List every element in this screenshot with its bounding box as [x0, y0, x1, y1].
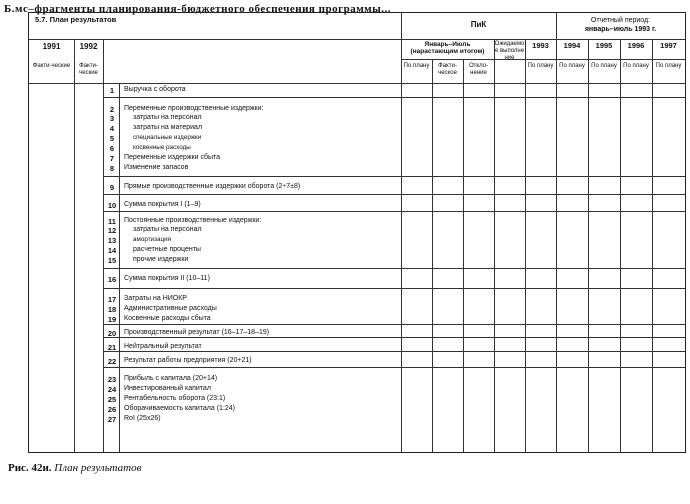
section-title: 5.7. План результатов: [35, 15, 117, 24]
caption-title: План результатов: [54, 462, 142, 474]
row-separator: [103, 367, 685, 368]
row-separator: [103, 288, 685, 289]
year-1991: 1991: [42, 42, 61, 51]
col-line: [432, 59, 433, 452]
row-number: 10: [107, 201, 117, 210]
row-label: Сумма покрытия II (10–11): [124, 275, 210, 282]
row-label: Результат работы предприятия (20+21): [124, 357, 252, 364]
row-number: 8: [109, 164, 115, 173]
col-line: [620, 39, 621, 452]
col-line: [652, 39, 653, 452]
row-number: 20: [107, 329, 117, 338]
row-label: Прибыль с капитала (20+14): [124, 375, 218, 382]
fact-1991: Факти-ческие: [32, 63, 71, 69]
row-label: Затраты на НИОКР: [124, 295, 187, 302]
pik-header: ПиК: [470, 20, 487, 29]
header-bottom-line: [29, 83, 685, 84]
row-label: Оборачиваемость капитала (1:24): [124, 405, 236, 412]
row-label: Переменные производственные издержки:: [124, 105, 264, 112]
row-number: 18: [107, 305, 117, 314]
caption-label: Рис. 42и.: [8, 462, 52, 474]
col-line: [525, 39, 526, 452]
row-label: расчетные проценты: [133, 246, 201, 253]
plan-1997: По плану: [655, 63, 682, 69]
row-number: 25: [107, 395, 117, 404]
col-line: [103, 39, 104, 452]
row-label: Сумма покрытия I (1–9): [124, 201, 201, 208]
row-number: 19: [107, 315, 117, 324]
row-number: 21: [107, 343, 117, 352]
plan-1993: По плану: [527, 63, 554, 69]
results-plan-form: [28, 12, 686, 453]
figure-caption: [8, 462, 141, 474]
plan-1996: По плану: [623, 63, 649, 69]
col-line: [556, 13, 557, 452]
row-number: 9: [109, 183, 115, 192]
fact-1992: Факти-ческие: [79, 63, 98, 76]
row-label: амортизация: [133, 236, 172, 243]
row-label: Производственный результат (16–17–18–19): [124, 329, 270, 336]
year-1996: 1996: [627, 41, 645, 50]
row-label: Нейтральный результат: [124, 343, 202, 350]
year-1993: 1993: [532, 41, 549, 50]
row-number: 14: [107, 246, 117, 255]
row-number: 13: [107, 236, 117, 245]
plan-1995: По плану: [591, 63, 617, 69]
row-number: 5: [109, 134, 115, 143]
col-line: [463, 59, 464, 452]
row-label: Косвенные расходы сбыта: [124, 315, 211, 322]
row-separator: [103, 211, 685, 212]
row-number: 15: [107, 256, 117, 265]
row-number: 6: [109, 144, 115, 153]
row-number: 24: [107, 385, 117, 394]
row-number: 23: [107, 375, 117, 384]
row-label: прочие издержки: [133, 256, 189, 263]
row-label: RoI (25x26): [124, 415, 161, 422]
period-label: Отчетный период:: [590, 17, 651, 24]
row-number: 26: [107, 405, 117, 414]
row-label: Административные расходы: [124, 305, 217, 312]
row-separator: [103, 97, 685, 98]
row-number: 11: [108, 217, 116, 226]
period-range: январь–июль 1993 г.: [584, 26, 657, 33]
row-label: затраты на персонал: [133, 226, 202, 233]
fact-jan-jul: Факти-ческое: [438, 63, 457, 76]
row-number: 27: [107, 415, 117, 424]
row-number: 1: [109, 86, 115, 95]
page-running-header: Б.мс–фрагменты планирования-бюджетного обеспечения программы...: [4, 3, 392, 15]
deviation-jan-jul: Откло-нение: [468, 63, 488, 76]
row-number: 22: [107, 357, 117, 366]
header-sub-divider: [401, 59, 685, 60]
row-label: Выручка с оборота: [124, 86, 186, 93]
expected-header: Ожидаемое выполнение: [494, 41, 525, 61]
row-label: затраты на материал: [133, 124, 203, 131]
row-label: Рентабельность оборота (23:1): [124, 395, 226, 402]
row-number: 17: [107, 295, 117, 304]
row-separator: [103, 337, 685, 338]
row-label: косвенные расходы: [133, 144, 191, 151]
row-label: Прямые производственные издержки оборота (2÷7±8): [124, 183, 301, 190]
row-number: 7: [109, 154, 115, 163]
col-line: [401, 13, 402, 452]
year-1995: 1995: [595, 41, 613, 50]
row-label: Переменные издержки сбыта: [124, 154, 221, 161]
year-1992: 1992: [79, 42, 98, 51]
col-line: [494, 39, 495, 452]
row-number: 3: [109, 114, 115, 123]
row-label: Постоянные производственные издержки:: [124, 217, 262, 224]
year-1994: 1994: [563, 41, 581, 50]
row-separator: [103, 194, 685, 195]
year-1997: 1997: [660, 41, 677, 50]
header-divider: [29, 39, 685, 40]
row-separator: [103, 324, 685, 325]
col-line: [74, 39, 75, 452]
jan-jul-header: Январь–Июль (нарастающим итогом): [410, 41, 485, 55]
row-number: 4: [109, 124, 115, 133]
row-label: Изменение запасов: [124, 164, 189, 171]
row-separator: [103, 268, 685, 269]
row-label: специальные издержки: [133, 134, 202, 141]
row-separator: [103, 351, 685, 352]
row-number: 12: [107, 226, 117, 235]
row-number: 16: [107, 275, 117, 284]
row-separator: [103, 176, 685, 177]
row-label: Инвестированный капитал: [124, 385, 211, 392]
row-number: 2: [109, 105, 115, 114]
plan-jan-jul: По плану: [403, 63, 430, 69]
row-label: затраты на персонал: [133, 114, 202, 121]
col-line: [588, 39, 589, 452]
plan-1994: По плану: [559, 63, 585, 69]
